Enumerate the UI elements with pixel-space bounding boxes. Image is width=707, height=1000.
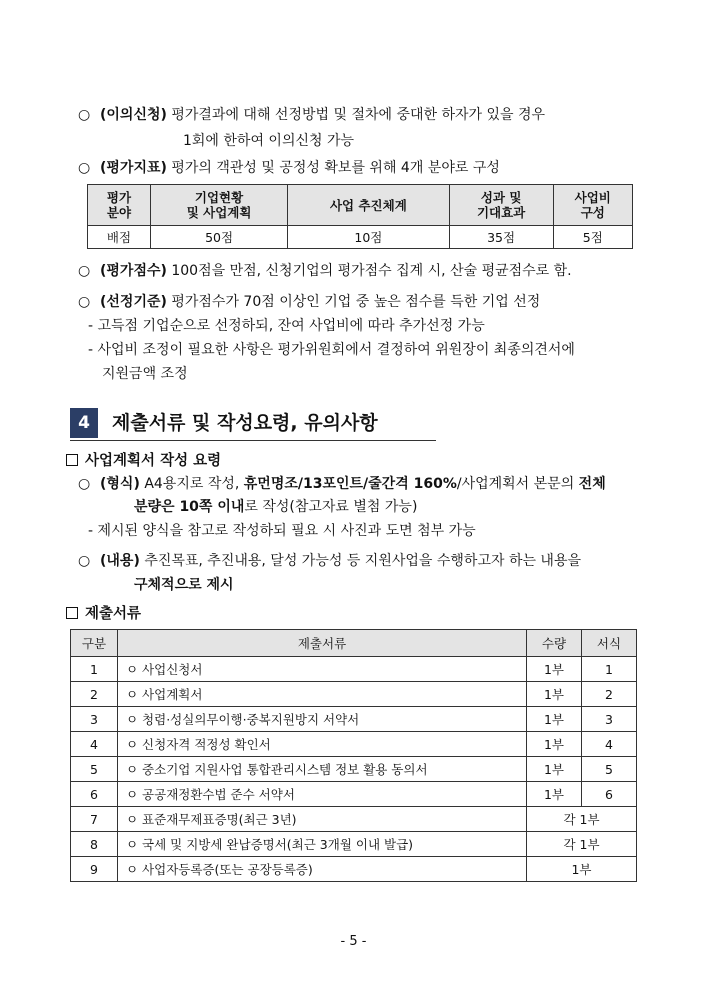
table-row bbox=[71, 707, 637, 732]
score-system: 10점 bbox=[288, 226, 450, 249]
score-line bbox=[78, 261, 572, 281]
appeal-line bbox=[78, 105, 545, 125]
header-qty: 수량 bbox=[527, 630, 582, 657]
document-quantity-merged: 1부 bbox=[527, 857, 637, 882]
bullet-circle: ○ bbox=[78, 553, 91, 569]
document-form: 3 bbox=[582, 707, 637, 732]
table-row bbox=[71, 807, 637, 832]
bullet-circle: ○ bbox=[78, 476, 91, 492]
document-name: ㅇ 청렴·성실의무이행·중복지원방지 서약서 bbox=[118, 707, 527, 732]
documents-table bbox=[70, 629, 637, 882]
evaluation-header-row bbox=[88, 185, 633, 226]
row-number: 8 bbox=[71, 832, 118, 857]
format-line bbox=[78, 474, 606, 494]
row-number: 3 bbox=[71, 707, 118, 732]
evaluation-score-row bbox=[88, 226, 633, 249]
content-line bbox=[78, 551, 581, 571]
bullet-circle: ○ bbox=[78, 263, 91, 279]
row-number: 1 bbox=[71, 657, 118, 682]
table-row bbox=[71, 657, 637, 682]
criteria-sub-1: - 고득점 기업순으로 선정하되, 잔여 사업비에 따라 추가선정 가능 bbox=[88, 318, 485, 334]
appeal-line-2 bbox=[183, 131, 354, 151]
format-sub: - 제시된 양식을 참고로 작성하되 필요 시 사진과 도면 첨부 가능 bbox=[88, 523, 476, 539]
criteria-text: 평가점수가 70점 이상인 기업 중 높은 점수를 득한 기업 선정 bbox=[171, 294, 541, 310]
row-number: 7 bbox=[71, 807, 118, 832]
document-quantity: 1부 bbox=[527, 682, 582, 707]
document-quantity: 1부 bbox=[527, 657, 582, 682]
section-4-heading bbox=[70, 404, 436, 441]
document-quantity: 1부 bbox=[527, 757, 582, 782]
table-row bbox=[71, 757, 637, 782]
guide-heading-text: 사업계획서 작성 요령 bbox=[85, 453, 222, 469]
document-form: 1 bbox=[582, 657, 637, 682]
format-text-bold-1: 휴먼명조/13포인트/줄간격 160% bbox=[243, 476, 457, 492]
score-outcome: 35점 bbox=[449, 226, 553, 249]
row-number: 9 bbox=[71, 857, 118, 882]
score-label: 배점 bbox=[88, 226, 151, 249]
evaluation-table bbox=[87, 184, 633, 249]
bullet-circle: ○ bbox=[78, 294, 91, 310]
document-name: ㅇ 사업신청서 bbox=[118, 657, 527, 682]
format-text-2: /사업계획서 본문의 bbox=[456, 476, 579, 492]
docs-heading-text: 제출서류 bbox=[85, 606, 142, 622]
indicators-label: (평가지표) bbox=[100, 160, 167, 176]
row-number: 5 bbox=[71, 757, 118, 782]
table-row bbox=[71, 857, 637, 882]
bullet-circle: ○ bbox=[78, 160, 91, 176]
document-quantity: 1부 bbox=[527, 782, 582, 807]
criteria-sub-2-cont: 지원금액 조정 bbox=[102, 366, 188, 382]
document-quantity: 1부 bbox=[527, 707, 582, 732]
score-budget: 5점 bbox=[553, 226, 632, 249]
page-number: - 5 - bbox=[340, 934, 367, 949]
document-form: 5 bbox=[582, 757, 637, 782]
table-row bbox=[71, 682, 637, 707]
document-form: 2 bbox=[582, 682, 637, 707]
document-quantity-merged: 각 1부 bbox=[527, 807, 637, 832]
document-name: ㅇ 국세 및 지방세 완납증명서(최근 3개월 이내 발급) bbox=[118, 832, 527, 857]
document-name: ㅇ 사업자등록증(또는 공장등록증) bbox=[118, 857, 527, 882]
header-outcome: 성과 및 기대효과 bbox=[449, 185, 553, 226]
document-form: 6 bbox=[582, 782, 637, 807]
documents-header-row bbox=[71, 630, 637, 657]
indicators-text: 평가의 객관성 및 공정성 확보를 위해 4개 분야로 구성 bbox=[171, 160, 500, 176]
content-label: (내용) bbox=[100, 553, 140, 569]
header-budget: 사업비 구성 bbox=[553, 185, 632, 226]
row-number: 6 bbox=[71, 782, 118, 807]
header-name: 제출서류 bbox=[118, 630, 527, 657]
document-name: ㅇ 표준재무제표증명(최근 3년) bbox=[118, 807, 527, 832]
header-system: 사업 추진체계 bbox=[288, 185, 450, 226]
header-no: 구분 bbox=[71, 630, 118, 657]
format-label: (형식) bbox=[100, 476, 140, 492]
format-text-3: 로 작성(참고자료 별첨 가능) bbox=[244, 499, 418, 515]
format-text-bold-2: 전체 bbox=[578, 476, 606, 492]
section-title: 제출서류 및 작성요령, 유의사항 bbox=[112, 412, 378, 434]
score-label-text: (평가점수) bbox=[100, 263, 167, 279]
format-line-2 bbox=[134, 497, 417, 517]
document-quantity-merged: 각 1부 bbox=[527, 832, 637, 857]
document-name: ㅇ 중소기업 지원사업 통합관리시스템 정보 활용 동의서 bbox=[118, 757, 527, 782]
indicators-line bbox=[78, 158, 500, 178]
document-form: 4 bbox=[582, 732, 637, 757]
format-text-bold-3: 분량은 10쪽 이내 bbox=[134, 499, 245, 515]
document-name: ㅇ 사업계획서 bbox=[118, 682, 527, 707]
docs-heading bbox=[66, 604, 141, 624]
bullet-circle: ○ bbox=[78, 107, 91, 123]
appeal-text-2: 1회에 한하여 이의신청 가능 bbox=[183, 133, 355, 149]
content-text-bold: 구체적으로 제시 bbox=[134, 577, 234, 593]
table-row bbox=[71, 782, 637, 807]
table-row bbox=[71, 832, 637, 857]
header-business-plan: 기업현황 및 사업계획 bbox=[151, 185, 288, 226]
document-name: ㅇ 공공재정환수법 준수 서약서 bbox=[118, 782, 527, 807]
score-text: 100점을 만점, 신청기업의 평가점수 집계 시, 산술 평균점수로 함. bbox=[171, 263, 572, 279]
header-form: 서식 bbox=[582, 630, 637, 657]
content-text: 추진목표, 추진내용, 달성 가능성 등 지원사업을 수행하고자 하는 내용을 bbox=[144, 553, 582, 569]
criteria-label: (선정기준) bbox=[100, 294, 167, 310]
section-number: 4 bbox=[70, 408, 98, 438]
checkbox-square-icon bbox=[66, 454, 78, 466]
appeal-text: 평가결과에 대해 선정방법 및 절차에 중대한 하자가 있을 경우 bbox=[171, 107, 546, 123]
document-quantity: 1부 bbox=[527, 732, 582, 757]
guide-heading bbox=[66, 451, 221, 471]
header-field: 평가 분야 bbox=[88, 185, 151, 226]
row-number: 2 bbox=[71, 682, 118, 707]
score-business-plan: 50점 bbox=[151, 226, 288, 249]
criteria-line bbox=[78, 292, 540, 312]
format-text-1: A4용지로 작성, bbox=[144, 476, 244, 492]
document-name: ㅇ 신청자격 적정성 확인서 bbox=[118, 732, 527, 757]
documents-body bbox=[71, 657, 637, 882]
table-row bbox=[71, 732, 637, 757]
checkbox-square-icon bbox=[66, 607, 78, 619]
criteria-sub-2: - 사업비 조정이 필요한 사항은 평가위원회에서 결정하여 위원장이 최종의견서에 bbox=[88, 342, 575, 358]
row-number: 4 bbox=[71, 732, 118, 757]
appeal-label: (이의신청) bbox=[100, 107, 167, 123]
